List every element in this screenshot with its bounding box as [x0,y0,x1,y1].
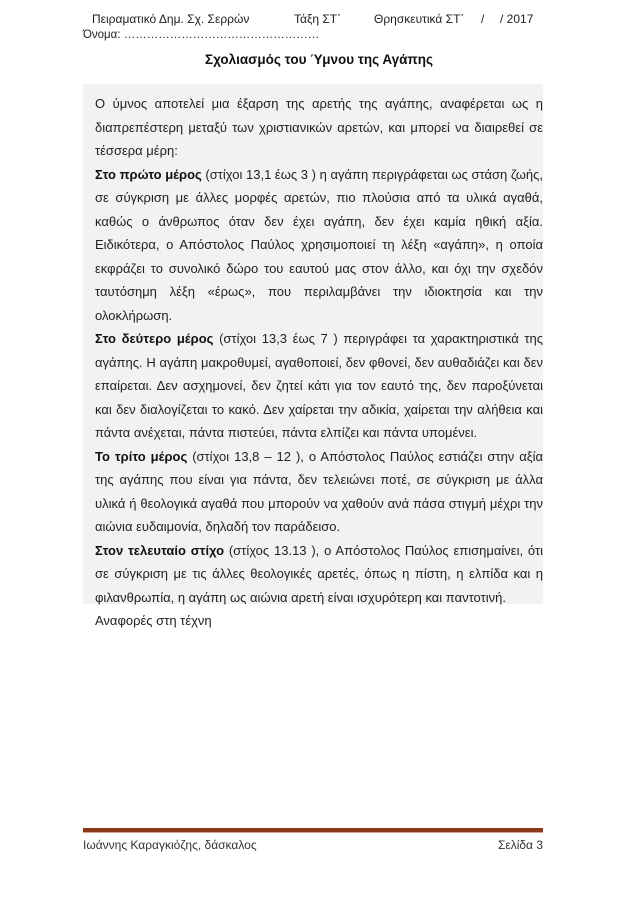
part-paragraph-4 [95,539,543,610]
part-text-2: (στίχοι 13,3 έως 7 ) περιγράφει τα χαρακτηριστικά της αγάπης. Η αγάπη μακροθυμεί, αγαθοποιεί, δεν φθονεί, δεν αυθαδιάζει και δεν επαίρεται. Δεν ασχημονεί, δεν ζητεί κάτι για τον εαυτό της, δεν παροξύνεται και δεν διαλογίζεται το κακό. Δεν χαίρεται την αδικία, χαίρεται την αλήθεια και πάντα ανέχεται, πάντα πιστεύει, πάντα ελπίζει και πάντα υπομένει. [95,331,543,440]
header-name-field: Όνομα: …………………………………………… [83,29,320,41]
part-paragraph-1 [95,163,543,328]
part-text-4: (στίχος 13.13 ), ο Απόστολος Παύλος επισημαίνει, ότι σε σύγκριση με τις άλλες θεολογικές αρετές, όπως η πίστη, η ελπίδα και η φιλανθρωπία, η αγάπη ως αιώνια αρετή είναι ισχυρότερη και παντοτινή. [95,542,543,605]
header-subject: Θρησκευτικά ΣΤ΄ [374,12,465,26]
footer-page-number: Σελίδα 3 [497,838,543,852]
part-heading-3: Το τρίτο μέρος [95,448,188,464]
part-text-3: (στίχοι 13,8 – 12 ), ο Απόστολος Παύλος εστιάζει στην αξία της αγάπης που είναι για πάντα, δεν τελειώνει ποτέ, σε σύγκριση με άλλα υλικά ή θεολογικά αγαθά που μπορούν να χαθούν ανά πάσα στιγμή μέχρι την αιώνια ευδαιμονία, δηλαδή τον παράδεισο. [95,448,543,534]
footer-rule [83,828,543,833]
part-heading-1: Στο πρώτο μέρος [95,166,202,182]
part-paragraph-3 [95,445,543,539]
header-school: Πειραματικό Δημ. Σχ. Σερρών [92,12,250,26]
part-heading-2: Στο δεύτερο μέρος [95,331,214,346]
page-header [0,0,638,60]
part-text-1: (στίχοι 13,1 έως 3 ) η αγάπη περιγράφεται ως στάση ζωής, σε σύγκριση με άλλες μορφές αρετών, πιο πλούσια από τα υλικά αγαθά, καθώς ο άνθρωπος όταν δεν έχει αγάπη, δεν έχει καμία ηθική αξία. Ειδικότερα, ο Απόστολος Παύλος χρησιμοποιεί τη λέξη «αγάπη», η οποία εκφράζει το συνολικό δώρο του εαυτού μας στον άλλο, και όχι την σχεδόν ταυτόσημη λέξη «έρως», που περιλαμβάνει την ιδιοκτησία και την ολοκλήρωση. [95,166,543,323]
header-class: Τάξη ΣΤ΄ [294,12,342,26]
header-date-separator: / [481,12,485,26]
part-paragraph-2 [95,327,543,445]
intro-paragraph: Ο ύμνος αποτελεί μια έξαρση της αρετής της αγάπης, αναφέρεται ως η διαπρεπέστερη μεταξύ των χριστιανικών αρετών, και μπορεί να διαιρεθεί σε τέσσερα μέρη: [95,96,543,158]
page-title: Σχολιασμός του Ύμνου της Αγάπης [204,52,434,67]
part-heading-4: Στον τελευταίο στίχο [95,542,225,558]
footer-author: Ιωάννης Καραγκιόζης, δάσκαλος [83,838,257,852]
closing-line: Αναφορές στη τέχνη [95,613,212,628]
commentary-body [83,84,543,628]
header-date-year: / 2017 [500,12,534,26]
